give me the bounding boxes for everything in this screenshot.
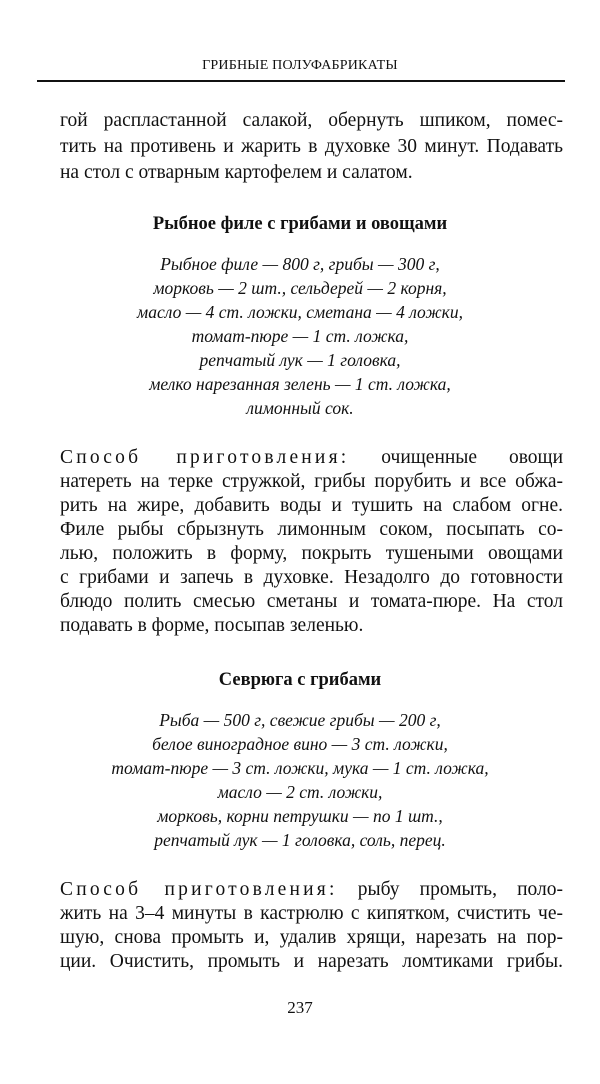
recipe-title: Севрюга с грибами [218,670,382,690]
ingredients-list [0,252,600,420]
intro-paragraph [60,108,563,186]
ingredients-list [0,708,600,852]
method-text: очищенные овощи [381,447,564,468]
text-line [60,446,563,470]
ingredient-line: масло — 2 ст. ложки, [217,782,383,802]
method-text: рыбу промыть, поло- [357,879,563,900]
text-line: ции. Очистить, промыть и нарезать ломтиками грибы. [60,951,563,972]
method-paragraph [60,446,563,638]
recipe-title: Рыбное филе с грибами и овощами [152,214,448,234]
method-paragraph [60,878,563,974]
ingredient-line: репчатый лук — 1 головка, соль, перец. [154,830,446,850]
method-label: Способ приготовления: [60,879,338,900]
page-number: 237 [287,998,313,1017]
ingredient-line: томат-пюре — 1 ст. ложка, [191,326,409,346]
ingredient-line: масло — 4 ст. ложки, сметана — 4 ложки, [137,302,463,322]
ingredient-line: морковь — 2 шт., сельдерей — 2 корня, [153,278,447,298]
text-line: лью, положить в форму, покрыть тушеными овощами [60,543,563,564]
ingredient-line: белое виноградное вино — 3 ст. ложки, [152,734,448,754]
text-line: натереть на терке стружкой, грибы порубить и все обжа- [60,471,563,492]
method-label: Способ приготовления: [60,447,350,468]
text-line: рить на жире, добавить воды и тушить на слабом огне. [60,495,563,516]
text-line: на стол с отварным картофелем и салатом. [60,162,413,183]
text-line: подавать в форме, посыпав зеленью. [60,615,364,636]
text-line: шую, снова промыть и, удалив хрящи, нарезать на пор- [60,927,563,948]
header-rule [37,80,565,82]
text-line [60,878,563,902]
ingredient-line: морковь, корни петрушки — по 1 шт., [157,806,443,826]
ingredient-line: репчатый лук — 1 головка, [199,350,401,370]
ingredient-line: мелко нарезанная зелень — 1 ст. ложка, [149,374,451,394]
text-line: с грибами и запечь в духовке. Незадолго до готовности [60,567,563,588]
text-line: тить на противень и жарить в духовке 30 минут. Подавать [60,136,563,157]
running-head: ГРИБНЫЕ ПОЛУФАБРИКАТЫ [202,58,398,73]
ingredient-line: Рыба — 500 г, свежие грибы — 200 г, [159,710,441,730]
text-line: гой распластанной салакой, обернуть шпиком, помес- [60,110,563,131]
text-line: жить на 3–4 минуты в кастрюлю с кипятком, счистить че- [60,903,563,924]
text-line: Филе рыбы сбрызнуть лимонным соком, посыпать со- [60,519,563,540]
ingredient-line: томат-пюре — 3 ст. ложки, мука — 1 ст. ложка, [111,758,489,778]
ingredient-line: лимонный сок. [246,398,354,418]
ingredient-line: Рыбное филе — 800 г, грибы — 300 г, [160,254,440,274]
text-line: блюдо полить смесью сметаны и томата-пюре. На стол [60,591,563,612]
